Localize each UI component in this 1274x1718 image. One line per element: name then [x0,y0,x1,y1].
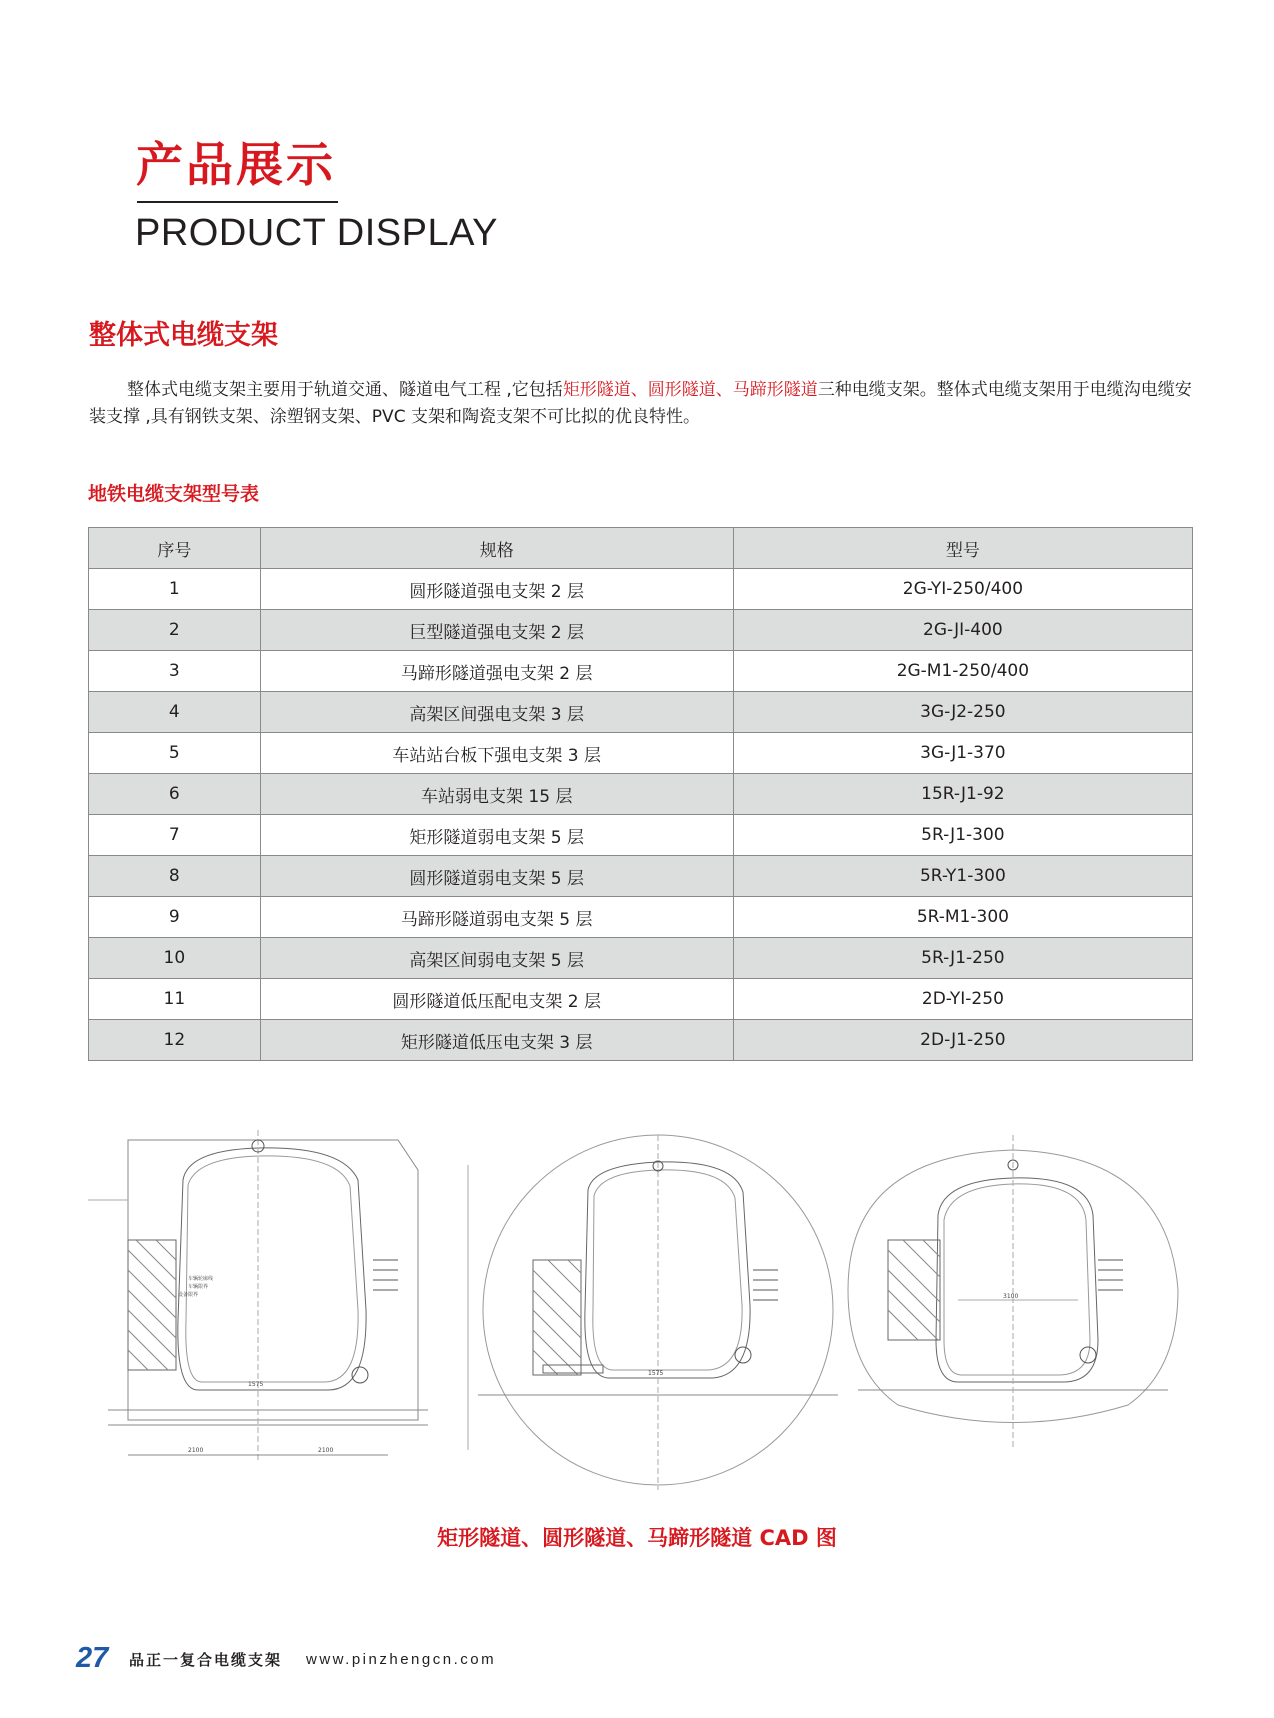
cell-spec: 车站弱电支架 15 层 [260,774,733,815]
table-row [89,897,1193,938]
table-row [89,692,1193,733]
cell-index: 12 [89,1020,261,1061]
page-title-en: PRODUCT DISPLAY [135,212,498,254]
cell-model: 15R-J1-92 [733,774,1192,815]
cell-spec: 圆形隧道低压配电支架 2 层 [260,979,733,1020]
table-row [89,938,1193,979]
table-header-row [89,528,1193,569]
footer-url: www.pinzhengcn.com [306,1651,497,1668]
cell-index: 10 [89,938,261,979]
cell-model: 2D-J1-250 [733,1020,1192,1061]
table-row [89,979,1193,1020]
cell-index: 11 [89,979,261,1020]
intro-highlight: 矩形隧道、圆形隧道、马蹄形隧道 [562,380,818,400]
rect-dim-3: 2100 [318,1447,334,1454]
table-row [89,733,1193,774]
intro-text-1: 整体式电缆支架主要用于轨道交通、隧道电气工程 ,它包括 [127,380,563,400]
cad-drawings [88,1120,1198,1500]
table-title: 地铁电缆支架型号表 [88,483,260,505]
page-title-cn: 产品展示 [136,138,336,193]
section-title: 整体式电缆支架 [89,320,278,351]
cell-spec: 巨型隧道强电支架 2 层 [260,610,733,651]
table-row [89,856,1193,897]
cell-spec: 矩形隧道弱电支架 5 层 [260,815,733,856]
cell-index: 3 [89,651,261,692]
cell-index: 4 [89,692,261,733]
cell-model: 2G-YI-250/400 [733,569,1192,610]
rect-dim-1: 1575 [248,1381,264,1388]
header-index: 序号 [89,528,261,569]
cell-spec: 马蹄形隧道弱电支架 5 层 [260,897,733,938]
cell-spec: 车站站台板下强电支架 3 层 [260,733,733,774]
cell-model: 3G-J2-250 [733,692,1192,733]
cell-model: 2G-JI-400 [733,610,1192,651]
table-row [89,569,1193,610]
intro-text-2: 三种电缆支架。整体式电缆支架用于电缆沟电缆安装支撑 ,具有钢铁支架、涂塑钢支架、PVC 支架和陶瓷支架不可比拟的优良特性。 [89,380,1192,427]
cell-spec: 马蹄形隧道强电支架 2 层 [260,651,733,692]
header-model: 型号 [733,528,1192,569]
cell-model: 2G-M1-250/400 [733,651,1192,692]
table-row [89,610,1193,651]
table-row [89,1020,1193,1061]
header-spec: 规格 [260,528,733,569]
cell-spec: 圆形隧道强电支架 2 层 [260,569,733,610]
cell-spec: 矩形隧道低压电支架 3 层 [260,1020,733,1061]
footer-brand: 品正一复合电缆支架 [129,1651,283,1669]
circ-dim-1: 1575 [648,1370,664,1377]
cad-rect-tunnel [88,1130,428,1460]
cell-index: 9 [89,897,261,938]
cell-index: 5 [89,733,261,774]
table-row [89,651,1193,692]
horse-dim-1: 3100 [1003,1293,1019,1300]
cell-index: 6 [89,774,261,815]
rect-label-3: 设备限界 [178,1292,199,1298]
cell-spec: 圆形隧道弱电支架 5 层 [260,856,733,897]
rect-dim-2: 2100 [188,1447,204,1454]
intro-paragraph [89,377,1193,431]
rect-label-1: 车辆轮廓线 [188,1276,214,1282]
title-divider [137,201,338,203]
cell-model: 5R-J1-250 [733,938,1192,979]
cell-index: 1 [89,569,261,610]
cell-model: 3G-J1-370 [733,733,1192,774]
cell-index: 7 [89,815,261,856]
cell-spec: 高架区间弱电支架 5 层 [260,938,733,979]
cell-model: 5R-J1-300 [733,815,1192,856]
table-row [89,815,1193,856]
cad-caption: 矩形隧道、圆形隧道、马蹄形隧道 CAD 图 [437,1526,837,1550]
rect-label-2: 车辆限界 [188,1284,209,1290]
cell-model: 2D-YI-250 [733,979,1192,1020]
cell-index: 2 [89,610,261,651]
cell-spec: 高架区间强电支架 3 层 [260,692,733,733]
cad-circular-tunnel [468,1135,838,1490]
cell-index: 8 [89,856,261,897]
cell-model: 5R-M1-300 [733,897,1192,938]
model-table [88,527,1193,1061]
cell-model: 5R-Y1-300 [733,856,1192,897]
table-row [89,774,1193,815]
page-number: 27 [76,1642,109,1674]
